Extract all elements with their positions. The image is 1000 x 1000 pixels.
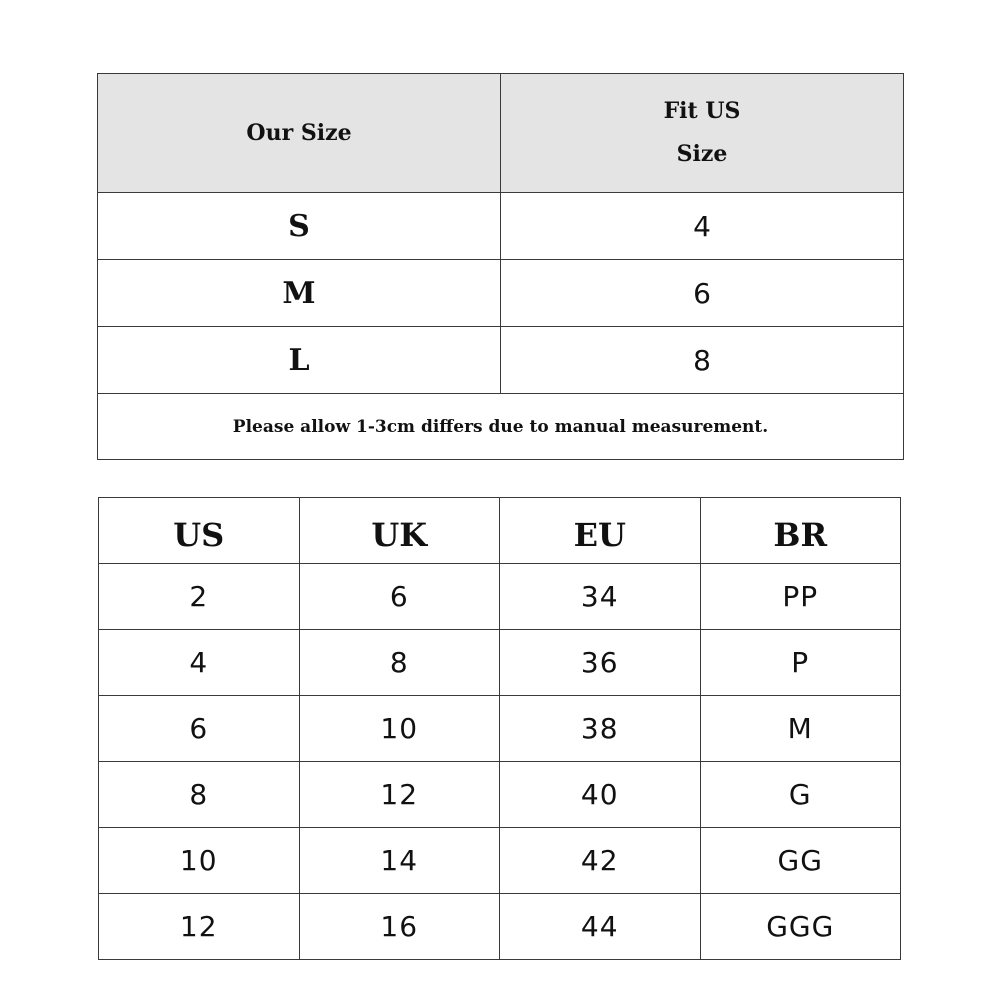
us-cell: 8 [99,762,300,828]
our-size-header: Our Size [98,74,501,193]
table-row [98,327,904,394]
our-size-cell: M [98,260,501,327]
br-cell: G [700,762,901,828]
us-cell: 12 [99,894,300,960]
measurement-note-row [98,394,904,460]
region-table-header-row [99,498,901,564]
table-row [99,696,901,762]
measurement-note: Please allow 1-3cm differs due to manual measurement. [98,394,904,460]
eu-cell: 36 [500,630,701,696]
uk-cell: 14 [299,828,500,894]
eu-header: EU [500,498,701,564]
uk-cell: 8 [299,630,500,696]
size-header-line: Size [676,141,728,167]
uk-cell: 10 [299,696,500,762]
br-cell: GGG [700,894,901,960]
eu-cell: 42 [500,828,701,894]
table-row [99,828,901,894]
br-header: BR [700,498,901,564]
eu-cell: 44 [500,894,701,960]
table-row [99,564,901,630]
size-table-header-row [98,74,904,193]
br-cell: GG [700,828,901,894]
br-cell: PP [700,564,901,630]
uk-cell: 12 [299,762,500,828]
us-cell: 4 [99,630,300,696]
size-conversion-table [97,73,904,460]
fit-us-size-header [501,74,904,193]
uk-cell: 6 [299,564,500,630]
table-row [98,260,904,327]
uk-header: UK [299,498,500,564]
eu-cell: 40 [500,762,701,828]
eu-cell: 34 [500,564,701,630]
regional-size-table [98,497,901,960]
eu-cell: 38 [500,696,701,762]
table-row [99,762,901,828]
uk-cell: 16 [299,894,500,960]
br-cell: P [700,630,901,696]
table-row [99,630,901,696]
us-cell: 6 [99,696,300,762]
table-row [99,894,901,960]
us-cell: 2 [99,564,300,630]
fit-us-cell: 4 [501,193,904,260]
our-size-cell: S [98,193,501,260]
fit-us-cell: 8 [501,327,904,394]
br-cell: M [700,696,901,762]
fit-us-header-line: Fit US [663,98,741,124]
fit-us-cell: 6 [501,260,904,327]
us-cell: 10 [99,828,300,894]
table-row [98,193,904,260]
us-header: US [99,498,300,564]
our-size-cell: L [98,327,501,394]
